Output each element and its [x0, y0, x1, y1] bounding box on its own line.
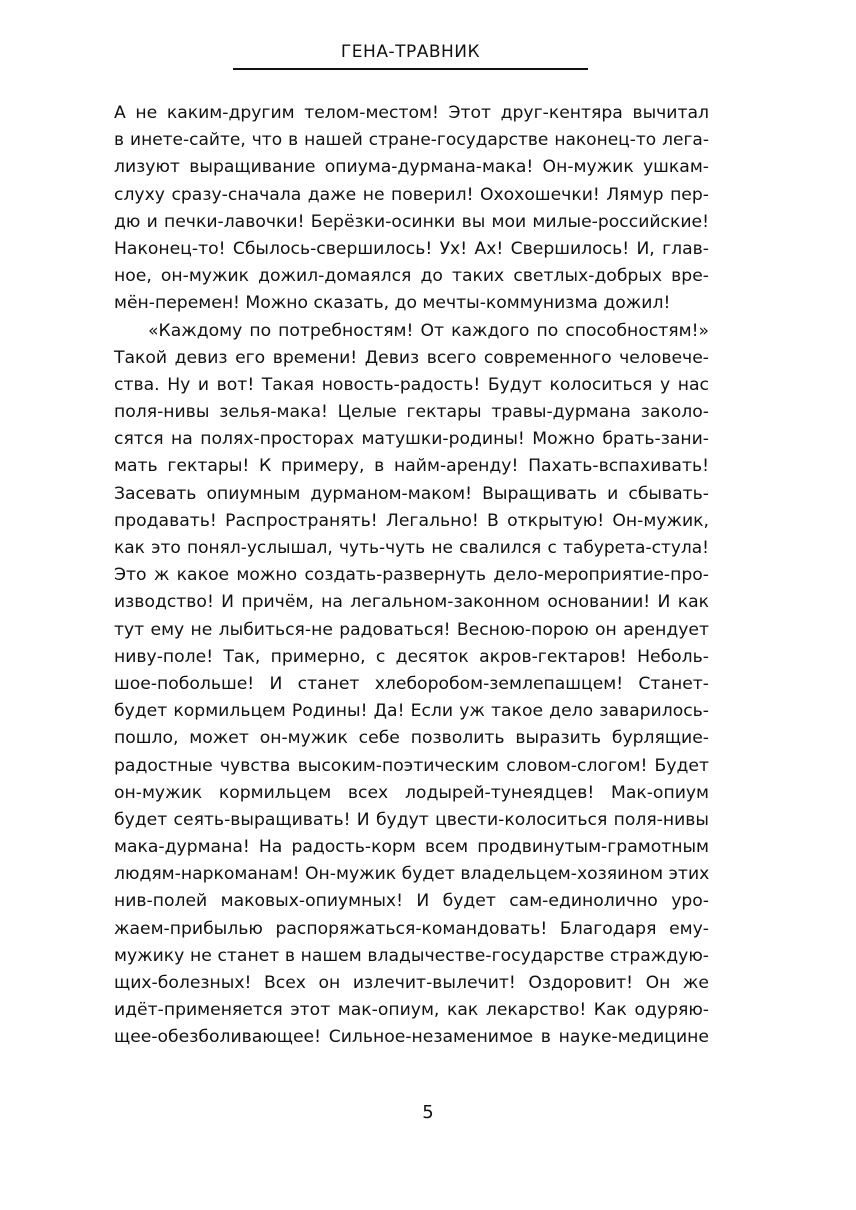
text-line: нив-полей маковых-опиумных! И будет сам-единолично уро- [114, 891, 709, 912]
header-rule [233, 68, 588, 70]
text-line: изводство! И причём, на легальном-законном основании! И как [114, 592, 709, 613]
text-line: ниву-поле! Так, примерно, с десяток акров-гектаров! Неболь- [114, 646, 709, 667]
text-line: Такой девиз его времени! Девиз всего современного человече- [114, 347, 709, 368]
text-line: сятся на полях-просторах матушки-родины! Можно брать-зани- [114, 429, 709, 450]
text-line: «Каждому по потребностям! От каждого по способностям!» [148, 320, 709, 341]
text-line: щее-обезболивающее! Сильное-незаменимое в науке-медицине [114, 1027, 709, 1048]
text-line: лизуют выращивание опиума-дурмана-мака! Он-мужик ушкам- [114, 157, 709, 178]
text-line: тут ему не лыбиться-не радоваться! Весною-порою он арендует [114, 619, 709, 640]
text-line: Это ж какое можно создать-развернуть дело-мероприятие-про- [114, 565, 709, 586]
text-line: мака-дурмана! На радость-корм всем продвинутым-грамотным [114, 837, 709, 858]
text-line: Засевать опиумным дурманом-маком! Выращивать и сбывать- [114, 483, 709, 504]
text-line: радостные чувства высоким-поэтическим словом-слогом! Будет [114, 755, 709, 776]
page-number: 5 [422, 1102, 434, 1123]
text-line: идёт-применяется этот мак-опиум, как лекарство! Как одуряю- [114, 1000, 709, 1021]
running-head-title: ГЕНА-ТРАВНИК [340, 42, 481, 62]
text-line: как это понял-услышал, чуть-чуть не свалился с табурета-стула! [114, 538, 709, 558]
text-line: А не каким-другим телом-местом! Этот друг-кентяра вычитал [114, 103, 709, 123]
text-line: людям-наркоманам! Он-мужик будет владельцем-хозяином этих [114, 864, 710, 885]
text-line: он-мужик кормильцем всех лодырей-тунеядцев! Мак-опиум [114, 782, 709, 803]
text-line: Наконец-то! Сбылось-свершилось! Ух! Ах! Свершилось! И, глав- [114, 238, 709, 259]
text-line: слуху сразу-сначала даже не поверил! Охохошечки! Лямур пер- [114, 184, 709, 205]
text-line: жаем-прибылью распоряжаться-командовать! Благодаря ему- [114, 918, 709, 939]
text-line: продавать! Распространять! Легально! В открытую! Он-мужик, [114, 510, 709, 531]
text-line: в инете-сайте, что в нашей стране-государстве наконец-то лега- [114, 130, 709, 151]
text-line: будет сеять-выращивать! И будут цвести-колоситься поля-нивы [114, 809, 709, 830]
text-line: пошло, может он-мужик себе позволить выразить бурлящие- [114, 728, 709, 749]
text-line: мать гектары! К примеру, в найм-аренду! Пахать-вспахивать! [114, 456, 709, 477]
text-line: щих-болезных! Всех он излечит-вылечит! Оздоровит! Он же [114, 973, 709, 993]
text-line: мён-перемен! Можно сказать, до мечты-коммунизма дожил! [114, 293, 671, 314]
text-line: дю и печки-лавочки! Берёзки-осинки вы мои милые-российские! [114, 211, 709, 232]
text-line: будет кормильцем Родины! Да! Если уж такое дело заварилось- [114, 701, 709, 722]
text-line: поля-нивы зелья-мака! Целые гектары травы-дурмана заколо- [114, 402, 709, 423]
text-line: шое-побольше! И станет хлеборобом-землепашцем! Станет- [114, 673, 709, 694]
body-text [114, 100, 709, 1052]
text-line: ное, он-мужик дожил-домаялся до таких светлых-добрых вре- [114, 266, 709, 287]
text-line: ства. Ну и вот! Такая новость-радость! Будут колоситься у нас [114, 374, 709, 395]
text-line: мужику не станет в нашем владычестве-государстве страждую- [114, 945, 709, 966]
